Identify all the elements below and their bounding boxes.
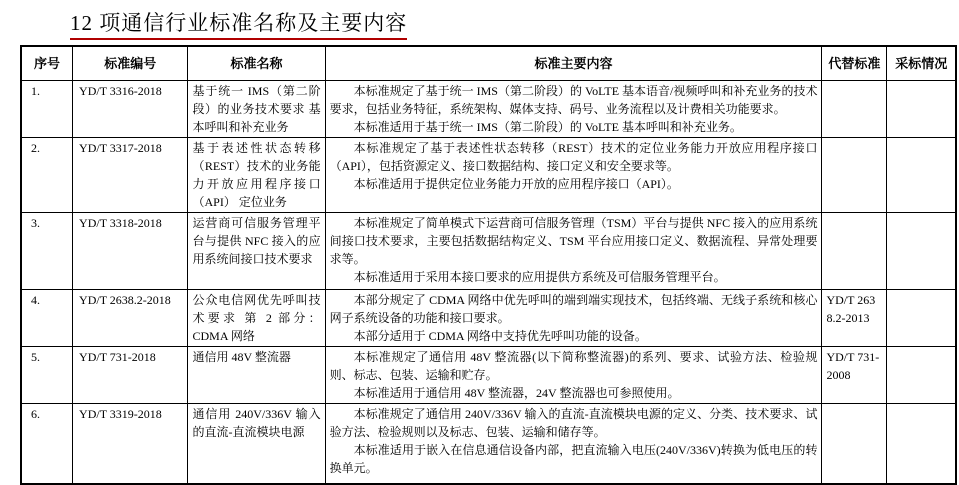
column-header-4: 代替标准: [822, 46, 887, 81]
column-header-2: 标准名称: [188, 46, 325, 81]
table-row: [21, 404, 956, 484]
cell-replaces: [822, 81, 887, 138]
title-wrap: [70, 7, 959, 40]
column-header-3: 标准主要内容: [325, 46, 822, 81]
cell-content: [325, 347, 822, 404]
table-row: [21, 138, 956, 213]
cell-replaces: [822, 404, 887, 484]
content-paragraph: 本部分适用于 CDMA 网络中支持优先呼叫功能的设备。: [353, 329, 647, 343]
cell-name: 通信用 48V 整流器: [188, 347, 325, 404]
cell-replaces: [822, 213, 887, 290]
cell-adoption: [887, 290, 956, 347]
cell-code: YD/T 3318-2018: [73, 213, 188, 290]
content-paragraph: 本部分规定了 CDMA 网络中优先呼叫的端到端实现技术，包括终端、无线子系统和核心网子系统设备的功能和接口要求。: [329, 293, 818, 325]
cell-replaces: YD/T 2638.2-2013: [822, 290, 887, 347]
content-paragraph: 本标准适用于嵌入在信息通信设备内部，把直流输入电压(240V/336V)转换为低电压的转换单元。: [329, 443, 818, 475]
cell-index: 4.: [21, 290, 73, 347]
content-paragraph: 本标准规定了通信用 48V 整流器(以下简称整流器)的系列、要求、试验方法、检验规则、标志、包装、运输和贮存。: [329, 350, 818, 382]
standards-table: [20, 45, 957, 485]
cell-adoption: [887, 404, 956, 484]
cell-code: YD/T 3317-2018: [73, 138, 188, 213]
content-paragraph: 本标准适用于提供定位业务能力开放的应用程序接口（API）。: [353, 177, 679, 191]
cell-code: YD/T 2638.2-2018: [73, 290, 188, 347]
cell-index: 3.: [21, 213, 73, 290]
cell-adoption: [887, 347, 956, 404]
column-header-1: 标准编号: [73, 46, 188, 81]
column-header-0: 序号: [21, 46, 73, 81]
cell-code: YD/T 3319-2018: [73, 404, 188, 484]
cell-content: [325, 138, 822, 213]
cell-name: 通信用 240V/336V 输入的直流-直流模块电源: [188, 404, 325, 484]
content-paragraph: 本标准规定了通信用 240V/336V 输入的直流-直流模块电源的定义、分类、技术要求、试验方法、检验规则以及标志、包装、运输和储存等。: [329, 407, 818, 439]
content-paragraph: 本标准规定了基于表述性状态转移（REST）技术的定位业务能力开放应用程序接口（API），包括资源定义、接口数据结构、接口定义和安全要求等。: [329, 141, 818, 173]
content-paragraph: 本标准规定了基于统一 IMS（第二阶段）的 VoLTE 基本语音/视频呼叫和补充业务的技术要求，包括业务特征，系统架构、媒体支持、码号、业务流程以及计费相关功能要求。: [329, 84, 818, 116]
cell-replaces: [822, 138, 887, 213]
content-paragraph: 本标准适用于基于统一 IMS（第二阶段）的 VoLTE 基本呼叫和补充业务。: [353, 120, 742, 134]
cell-code: YD/T 731-2018: [73, 347, 188, 404]
cell-name: 运营商可信服务管理平台与提供 NFC 接入的应用系统间接口技术要求: [188, 213, 325, 290]
cell-content: [325, 404, 822, 484]
cell-name: 基于统一 IMS（第二阶段）的业务技术要求 基本呼叫和补充业务: [188, 81, 325, 138]
cell-content: [325, 81, 822, 138]
cell-content: [325, 213, 822, 290]
cell-adoption: [887, 81, 956, 138]
content-paragraph: 本标准规定了简单模式下运营商可信服务管理（TSM）平台与提供 NFC 接入的应用系统间接口技术要求，主要包括数据结构定义、TSM 平台应用接口定义、数据流程、异常处理要求等。: [329, 216, 818, 266]
cell-name: 基于表述性状态转移（REST）技术的业务能力开放应用程序接口（API） 定位业务: [188, 138, 325, 213]
cell-index: 6.: [21, 404, 73, 484]
cell-replaces: YD/T 731-2008: [822, 347, 887, 404]
cell-index: 2.: [21, 138, 73, 213]
cell-code: YD/T 3316-2018: [73, 81, 188, 138]
table-header-row: [21, 46, 956, 81]
table-row: [21, 81, 956, 138]
content-paragraph: 本标准适用于采用本接口要求的应用提供方系统及可信服务管理平台。: [353, 270, 726, 284]
column-header-5: 采标情况: [887, 46, 956, 81]
content-paragraph: 本标准适用于通信用 48V 整流器，24V 整流器也可参照使用。: [353, 386, 680, 400]
cell-adoption: [887, 213, 956, 290]
cell-adoption: [887, 138, 956, 213]
cell-content: [325, 290, 822, 347]
page-title: 12 项通信行业标准名称及主要内容: [70, 7, 407, 40]
cell-name: 公众电信网优先呼叫技术要求 第 2 部分：CDMA 网络: [188, 290, 325, 347]
table-row: [21, 213, 956, 290]
cell-index: 5.: [21, 347, 73, 404]
table-row: [21, 347, 956, 404]
cell-index: 1.: [21, 81, 73, 138]
table-row: [21, 290, 956, 347]
